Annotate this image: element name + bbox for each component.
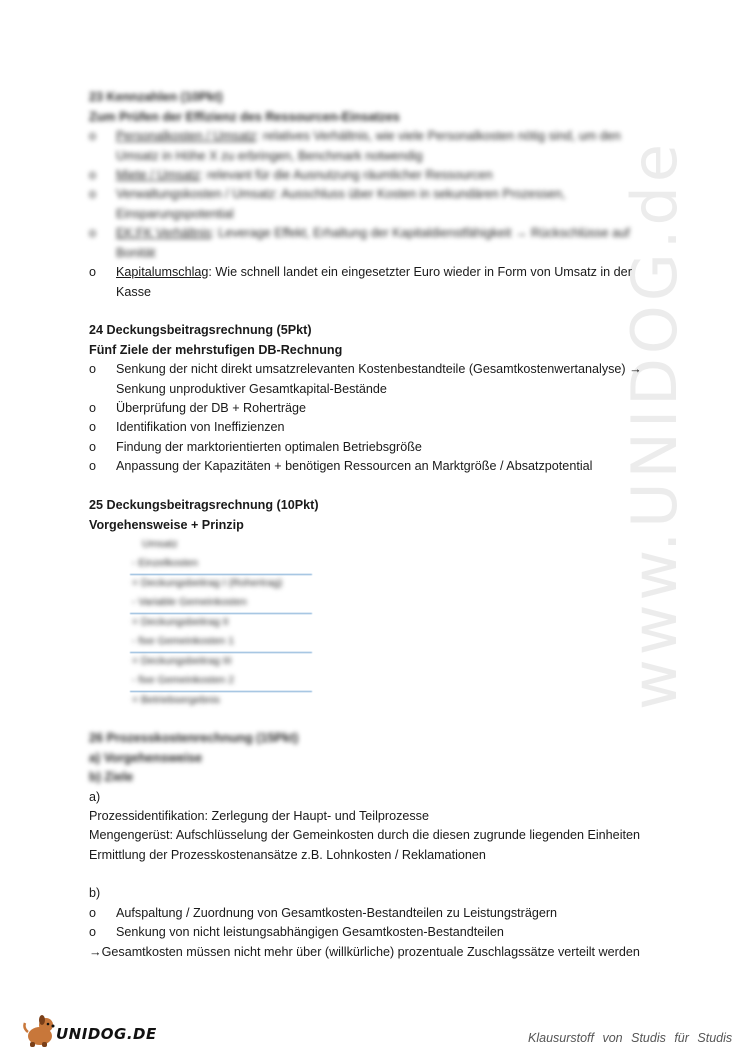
bullet-marker: o (89, 265, 97, 279)
list-item (116, 166, 493, 185)
list-item: Verwaltungskosten / Umsatz: Ausschluss über Kosten in sekundären Prozessen, (116, 187, 566, 201)
calc-row: = Deckungsbeitrag II (132, 616, 229, 628)
list-item-continuation: Einsparungspotential (116, 207, 234, 221)
list-item (116, 127, 621, 146)
bullet-marker: o (89, 129, 97, 143)
bullet-marker: o (89, 187, 97, 201)
conclusion-line: →Gesamtkosten müssen nicht mehr über (willkürliche) prozentuale Zuschlagssätze verteilt werden (89, 945, 640, 959)
list-item: Findung der marktorientierten optimalen Betriebsgröße (116, 440, 422, 454)
item-term: Miete / Umsatz (116, 168, 200, 182)
list-item-continuation: Senkung unproduktiver Gesamtkapital-Bestände (116, 382, 387, 396)
item-term-kapitalumschlag: Kapitalumschlag (116, 265, 209, 279)
calc-row: = Deckungsbeitrag III (132, 655, 232, 667)
list-item-continuation: Kasse (116, 285, 152, 299)
section-23-subheading: Zum Prüfen der Effizienz des Ressourcen-Einsatzes (89, 110, 400, 124)
bullet-marker: o (89, 925, 97, 939)
calc-row: = Deckungsbeitrag I (Rohertrag) (132, 577, 283, 589)
item-text: : relatives Verhältnis, wie viele Personalkosten nötig sind, um den (256, 129, 621, 143)
part-b-label: b) (89, 886, 101, 900)
list-item-continuation: Bonität (116, 246, 156, 260)
list-item (116, 224, 630, 243)
bullet-marker: o (89, 168, 97, 182)
calc-row: Umsatz (142, 538, 178, 550)
list-item-continuation: Umsatz in Höhe X zu erbringen, Benchmark notwendig (116, 149, 423, 163)
watermark: www.UNIDOG.de (618, 140, 691, 710)
paragraph-line: Prozessidentifikation: Zerlegung der Haupt- und Teilprozesse (89, 809, 429, 823)
bullet-marker: o (89, 401, 97, 415)
item-text: : relevant für die Ausnutzung räumlicher Ressourcen (199, 168, 493, 182)
item-term: EK:FK Verhältnis (116, 226, 212, 240)
item-term: Personalkosten / Umsatz (116, 129, 256, 143)
paragraph-line: Mengengerüst: Aufschlüsselung der Gemeinkosten durch die diesen zugrunde liegenden Einheiten (89, 828, 640, 842)
bullet-marker: o (89, 362, 97, 376)
list-item (116, 263, 632, 282)
section-26-heading: 26 Prozesskostenrechnung (15Pkt) (89, 731, 299, 745)
bullet-marker: o (89, 226, 97, 240)
list-item: Anpassung der Kapazitäten + benötigen Ressourcen an Marktgröße / Absatzpotential (116, 459, 593, 473)
item-text: : Wie schnell landet ein eingesetzter Euro wieder in Form von Umsatz in der (208, 265, 632, 279)
section-23-heading: 23 Kennzahlen (10Pkt) (89, 90, 223, 104)
calc-row: - fixe Gemeinkosten 1 (132, 635, 235, 647)
section-26-sub-a: a) Vorgehensweise (89, 751, 203, 765)
bullet-marker: o (89, 440, 97, 454)
list-item: Identifikation von Ineffizienzen (116, 420, 285, 434)
list-item: Aufspaltung / Zuordnung von Gesamtkosten-Bestandteilen zu Leistungsträgern (116, 906, 558, 920)
section-25-subheading: Vorgehensweise + Prinzip (89, 518, 244, 532)
calc-row: - Variable Gemeinkosten (132, 596, 247, 608)
section-24-heading: 24 Deckungsbeitragsrechnung (5Pkt) (89, 323, 312, 337)
calc-row: - Einzelkosten (132, 557, 198, 569)
calc-row: = Betriebsergebnis (132, 694, 220, 706)
bullet-marker: o (89, 459, 97, 473)
logo-text: UNIDOG.DE (56, 1025, 157, 1043)
bullet-marker: o (89, 420, 97, 434)
list-item: Senkung der nicht direkt umsatzrelevanten Kostenbestandteile (Gesamtkostenwertanalyse) → (116, 362, 642, 376)
bullet-marker: o (89, 906, 97, 920)
section-24-subheading: Fünf Ziele der mehrstufigen DB-Rechnung (89, 343, 343, 357)
item-text: : Leverage Effekt, Erhaltung der Kapitaldienstfähigkeit → Rückschlüsse auf (211, 226, 630, 240)
paragraph-line: Ermittlung der Prozesskostenansätze z.B. Lohnkosten / Reklamationen (89, 848, 486, 862)
part-a-label: a) (89, 790, 101, 804)
list-item: Überprüfung der DB + Roherträge (116, 401, 307, 415)
section-26-sub-b: b) Ziele (89, 770, 134, 784)
list-item: Senkung von nicht leistungsabhängigen Gesamtkosten-Bestandteilen (116, 925, 504, 939)
section-25-heading: 25 Deckungsbeitragsrechnung (10Pkt) (89, 498, 319, 512)
footer-tagline: Klausurstoff von Studis für Studis (528, 1031, 733, 1045)
calc-row: - fixe Gemeinkosten 2 (132, 674, 235, 686)
